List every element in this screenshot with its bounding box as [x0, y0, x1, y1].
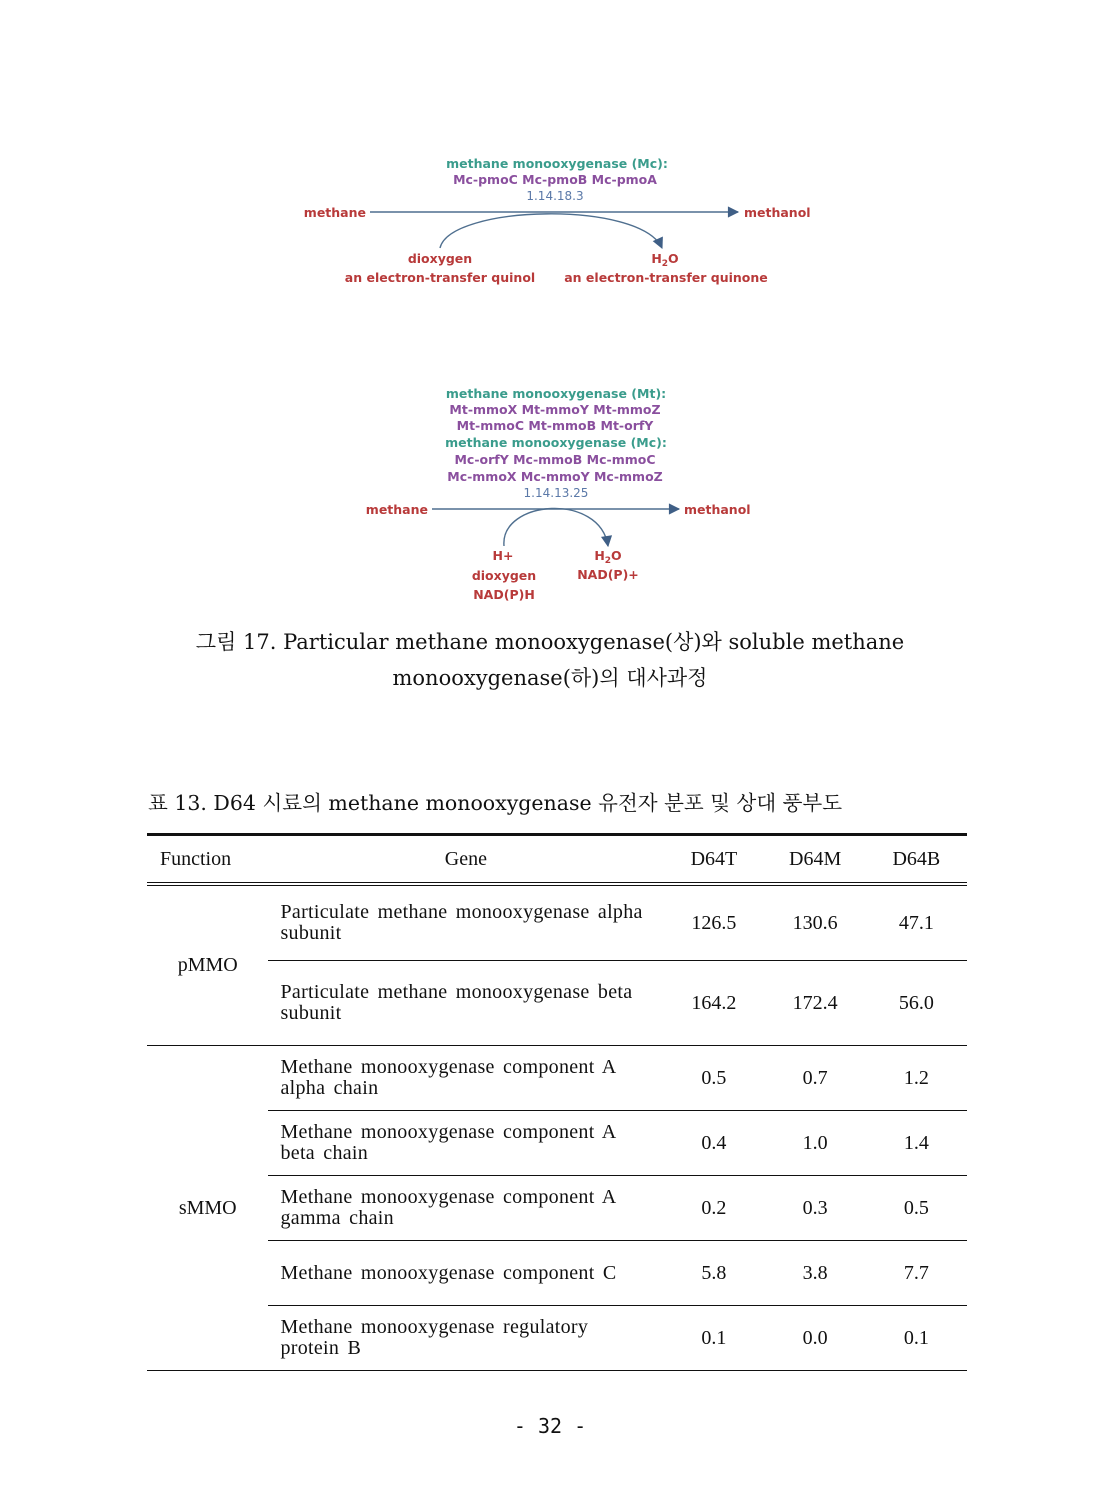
table-title: 표 13. D64 시료의 methane monooxygenase 유전자 분포 및 상대 풍부도: [148, 791, 843, 815]
gene-cell: Particulate methane monooxygenase alpha subunit: [268, 884, 663, 961]
gene-cell: Methane monooxygenase regulatory protein B: [268, 1306, 663, 1371]
table-row: [147, 1046, 967, 1111]
side-reaction-arrow: [440, 214, 662, 248]
figure-caption: [150, 624, 950, 696]
coproduct-water: $H_2O$: [651, 251, 679, 269]
enzyme-label-mt: methane monooxygenase (Mt):: [445, 386, 667, 401]
value-d64t: 0.1: [663, 1306, 764, 1371]
header-function: Function: [160, 847, 232, 870]
table-row: [147, 1241, 967, 1306]
value-d64b: 1.4: [866, 1111, 967, 1176]
ec-number: 1.14.18.3: [526, 189, 584, 203]
enzyme-label-mc: methane monooxygenase (Mc):: [445, 435, 667, 450]
input-nadph: NAD(P)H: [473, 587, 535, 602]
gene-cell: Methane monooxygenase component A gamma chain: [268, 1176, 663, 1241]
side-reaction-arrow: [504, 508, 608, 546]
substrate-label: methane: [303, 205, 366, 220]
gene-names-mc-1: Mc-orfY Mc-mmoB Mc-mmoC: [454, 452, 656, 467]
gene-names-mt-1: Mt-mmoX Mt-mmoY Mt-mmoZ: [449, 402, 661, 417]
header-d64t: D64T: [690, 847, 738, 870]
value-d64t: 5.8: [663, 1241, 764, 1306]
value-d64b: 7.7: [866, 1241, 967, 1306]
input-proton: H+: [492, 548, 514, 563]
table-row: [147, 1306, 967, 1371]
function-cell-pmmo: pMMO: [147, 884, 268, 1046]
gene-names-mc-2: Mc-mmoX Mc-mmoY Mc-mmoZ: [447, 469, 663, 484]
value-d64b: 56.0: [866, 961, 967, 1046]
figure-caption-line-1: 그림 17. Particular methane monooxygenase(상)와 soluble methane: [195, 630, 905, 654]
input-dioxygen: dioxygen: [471, 568, 537, 583]
page-number: - 32 -: [513, 1414, 587, 1438]
cosubstrate-dioxygen: dioxygen: [407, 251, 473, 266]
value-d64b: 1.2: [866, 1046, 967, 1111]
substrate-label: methane: [365, 502, 428, 517]
pmmo-reaction-diagram: [304, 156, 811, 285]
value-d64t: 164.2: [663, 961, 764, 1046]
value-d64b: 0.1: [866, 1306, 967, 1371]
product-label: methanol: [684, 502, 751, 517]
header-gene: Gene: [444, 847, 487, 870]
value-d64m: 3.8: [765, 1241, 866, 1306]
table-row: [147, 1176, 967, 1241]
ec-number: 1.14.13.25: [523, 486, 589, 500]
value-d64t: 0.2: [663, 1176, 764, 1241]
function-cell-smmo: sMMO: [147, 1046, 268, 1371]
table-row: [147, 961, 967, 1046]
gene-cell: Methane monooxygenase component C: [268, 1241, 663, 1306]
value-d64t: 0.5: [663, 1046, 764, 1111]
smmo-reaction-diagram: [366, 386, 751, 602]
gene-names-mt-2: Mt-mmoC Mt-mmoB Mt-orfY: [456, 418, 654, 433]
output-nadp: NAD(P)+: [577, 567, 639, 582]
table-header-row: [147, 835, 967, 885]
cosubstrate-quinol: an electron-transfer quinol: [344, 270, 536, 285]
enzyme-label: methane monooxygenase (Mc):: [446, 156, 668, 171]
value-d64m: 1.0: [765, 1111, 866, 1176]
value-d64b: 47.1: [866, 884, 967, 961]
figure-caption-line-2: monooxygenase(하)의 대사과정: [392, 666, 708, 690]
value-d64m: 130.6: [765, 884, 866, 961]
output-water: $H_2O$: [594, 548, 622, 566]
value-d64t: 126.5: [663, 884, 764, 961]
header-d64b: D64B: [892, 847, 941, 870]
gene-cell: Methane monooxygenase component A alpha chain: [268, 1046, 663, 1111]
coproduct-quinone: an electron-transfer quinone: [564, 270, 768, 285]
pathway-diagrams: [0, 0, 1100, 620]
gene-cell: Particulate methane monooxygenase beta subunit: [268, 961, 663, 1046]
table-row: [147, 884, 967, 961]
value-d64m: 0.7: [765, 1046, 866, 1111]
table-row: [147, 1111, 967, 1176]
value-d64m: 0.3: [765, 1176, 866, 1241]
value-d64b: 0.5: [866, 1176, 967, 1241]
header-d64m: D64M: [789, 847, 842, 870]
gene-names: Mc-pmoC Mc-pmoB Mc-pmoA: [453, 172, 657, 187]
value-d64t: 0.4: [663, 1111, 764, 1176]
gene-abundance-table: [147, 833, 967, 1371]
value-d64m: 0.0: [765, 1306, 866, 1371]
product-label: methanol: [744, 205, 811, 220]
value-d64m: 172.4: [765, 961, 866, 1046]
gene-cell: Methane monooxygenase component A beta chain: [268, 1111, 663, 1176]
